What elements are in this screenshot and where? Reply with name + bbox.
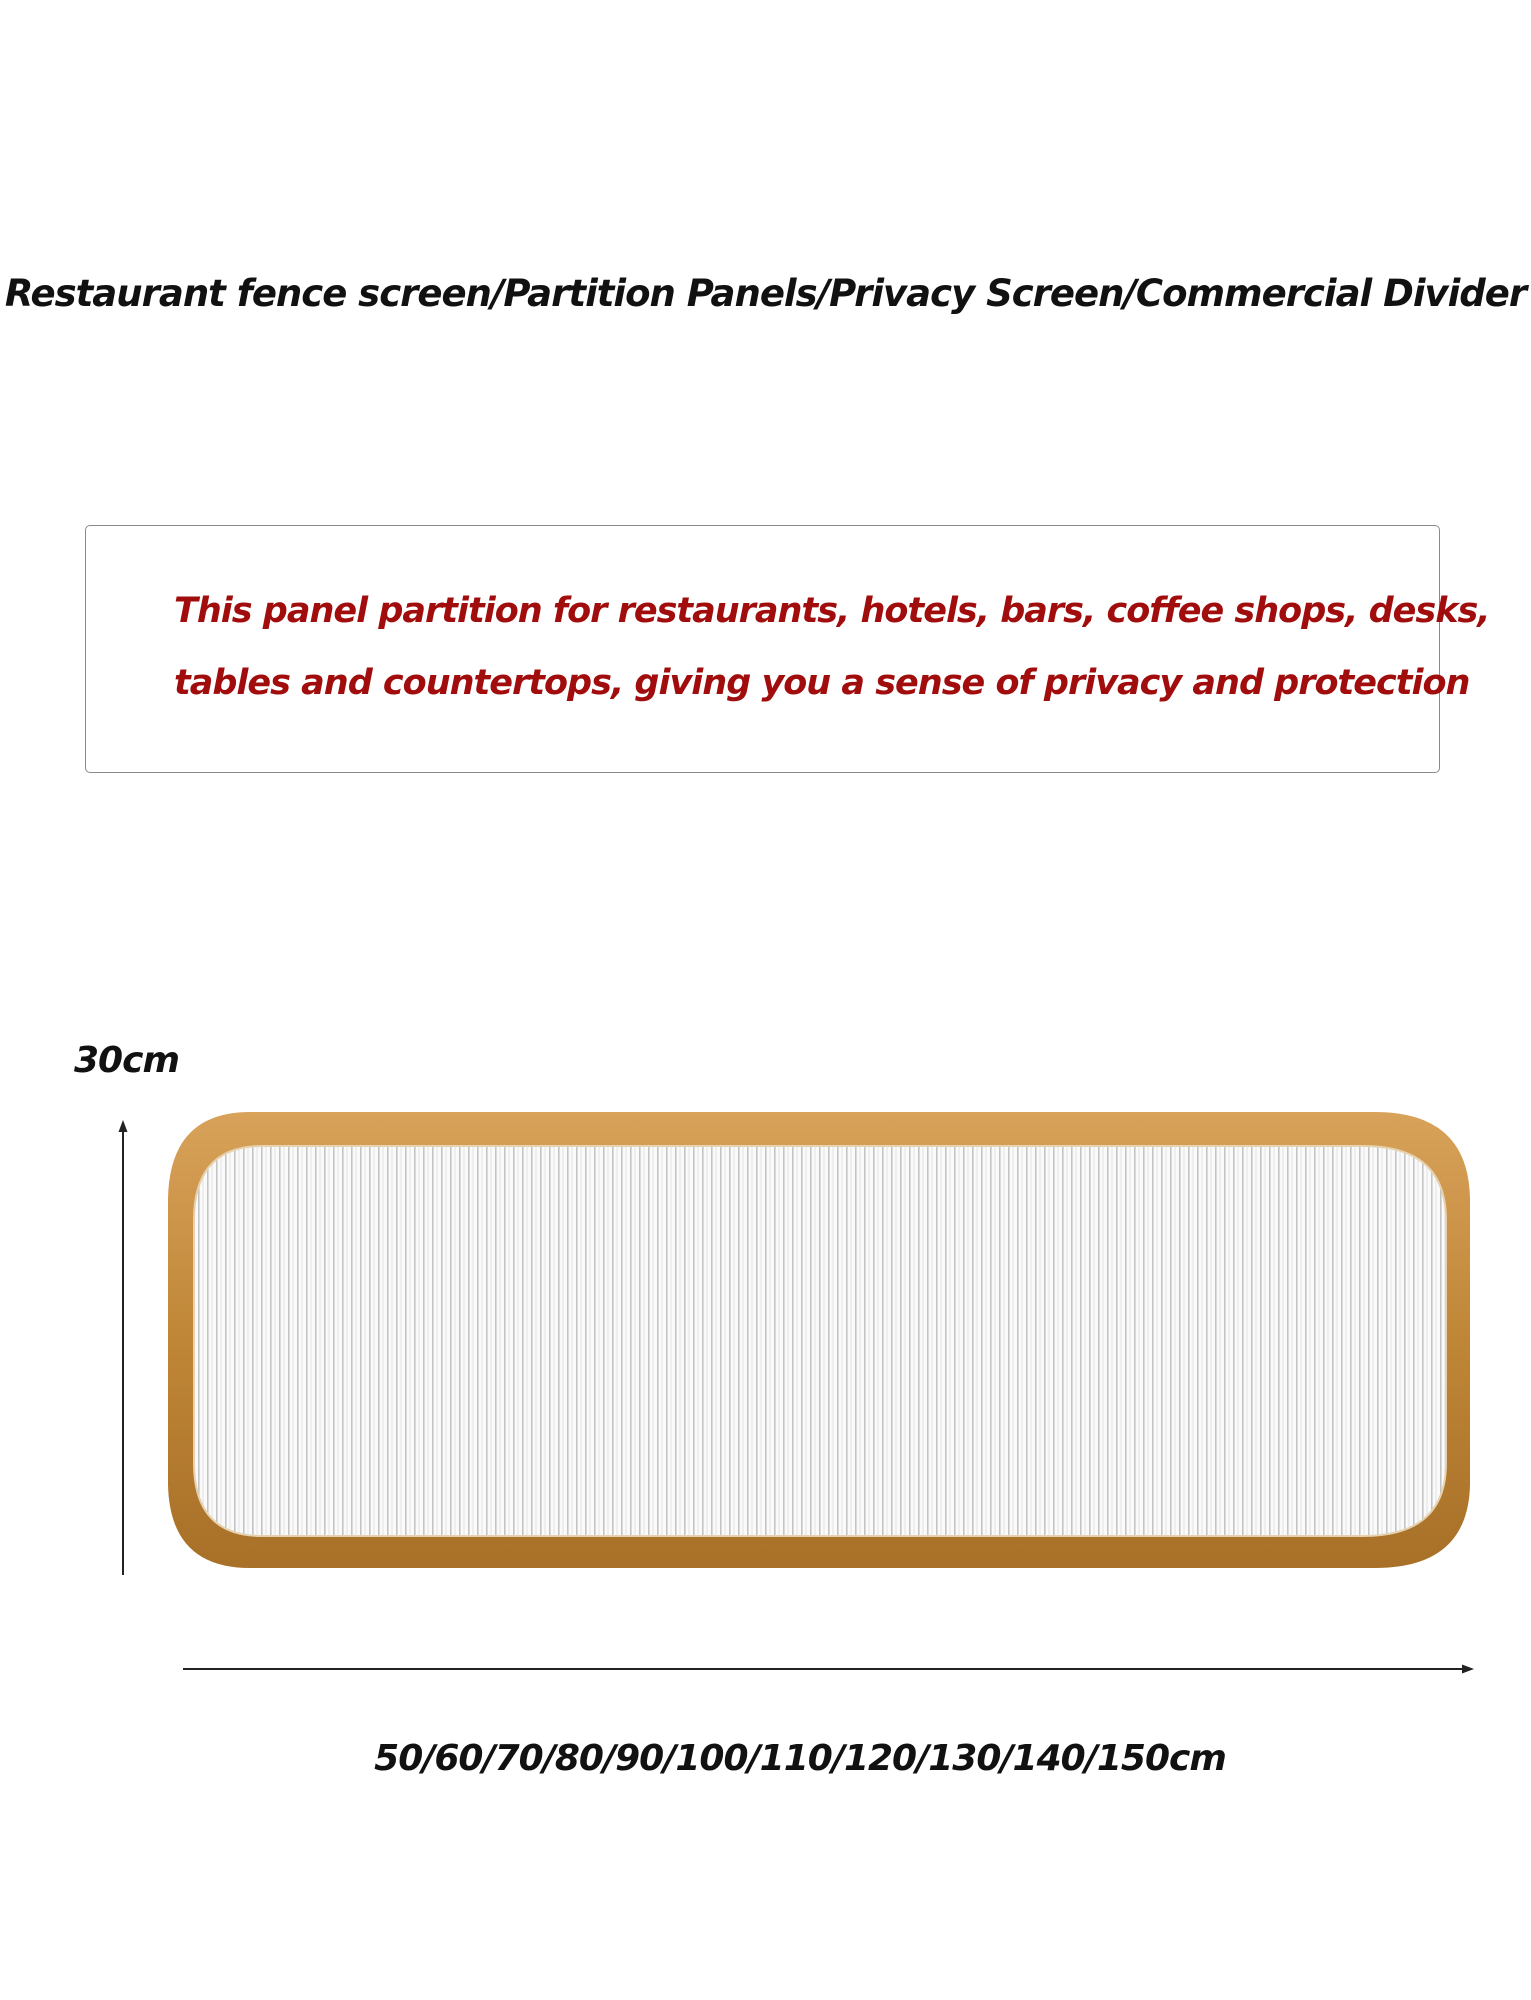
description-line-1: This panel partition for restaurants, hotels, bars, coffee shops, desks, xyxy=(174,591,1490,631)
description-line-2: tables and countertops, giving you a sense of privacy and protection xyxy=(174,663,1470,703)
panel-ribbed-glass xyxy=(194,1146,1446,1536)
height-dimension-label: 30cm xyxy=(74,1040,179,1081)
height-arrow xyxy=(119,1120,128,1575)
page-title: Restaurant fence screen/Partition Panels/Privacy Screen/Commercial Divider xyxy=(4,272,1527,315)
width-arrow xyxy=(183,1665,1474,1674)
width-dimension-label: 50/60/70/80/90/100/110/120/130/140/150cm xyxy=(374,1738,1226,1779)
partition-panel-image xyxy=(168,1112,1470,1568)
